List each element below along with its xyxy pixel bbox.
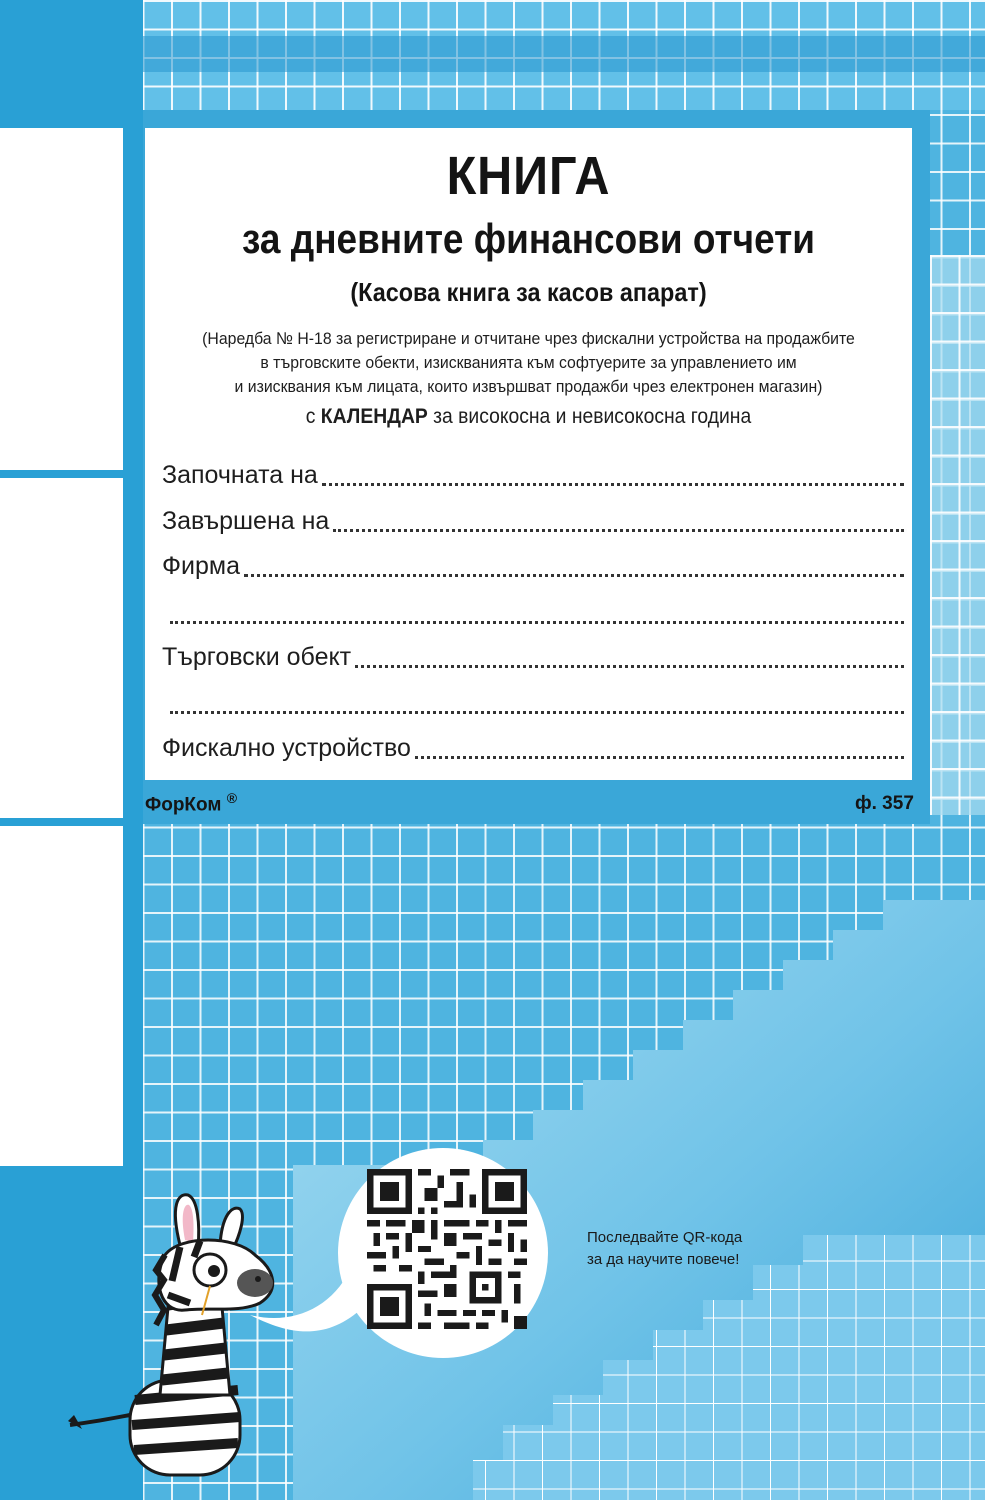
field-label: Фирма	[162, 552, 240, 580]
regulation-line: (Наредба № Н-18 за регистриране и отчитане чрез фискални устройства на продажбите	[202, 329, 855, 348]
field-company-continued	[162, 596, 904, 628]
dotted-line	[333, 507, 904, 532]
field-label: Започната на	[162, 461, 318, 489]
left-panel	[0, 128, 123, 470]
book-title: КНИГА	[446, 146, 611, 206]
qr-code-icon[interactable]	[367, 1168, 527, 1330]
field-fiscal-device	[162, 731, 904, 763]
field-label: Завършена на	[162, 507, 330, 535]
publisher-brand	[145, 790, 237, 816]
qr-caption	[587, 1227, 787, 1271]
brand-name: ФорКом	[145, 794, 222, 816]
book-subtitle: за дневните финансови отчети	[242, 215, 815, 262]
book-subtitle-secondary: (Касова книга за касов апарат)	[350, 277, 707, 307]
registered-mark: ®	[226, 790, 238, 806]
qr-caption-line: за да научите повече!	[587, 1251, 740, 1268]
zebra-mascot-icon	[60, 1185, 280, 1485]
dotted-line	[415, 734, 904, 759]
left-panel	[0, 826, 123, 1166]
dotted-line	[170, 599, 904, 624]
field-company	[162, 549, 904, 581]
dotted-line	[355, 643, 904, 668]
qr-caption-line: Последвайте QR-кода	[587, 1229, 743, 1246]
calendar-keyword: КАЛЕНДАР	[320, 405, 428, 428]
field-retail-outlet	[162, 640, 904, 672]
field-label: Търговски обект	[162, 643, 352, 671]
calendar-note	[176, 405, 882, 429]
dotted-line	[244, 552, 904, 577]
left-panel	[0, 478, 123, 818]
form-number: ф. 357	[855, 793, 914, 814]
regulation-line: и изисквания към лицата, които извършват продажби чрез електронен магазин)	[234, 377, 823, 396]
field-started-on	[162, 458, 904, 490]
field-finished-on	[162, 504, 904, 536]
regulation-line: в търговските обекти, изискванията към софтуерите за управлението им	[260, 353, 797, 372]
top-stripe	[0, 36, 985, 72]
regulation-note	[172, 327, 885, 399]
right-grid-strip	[930, 255, 985, 815]
field-retail-outlet-continued	[162, 686, 904, 718]
dotted-line	[170, 689, 904, 714]
field-label: Фискално устройство	[162, 734, 411, 762]
calendar-prefix: с	[305, 405, 316, 428]
dotted-line	[322, 461, 904, 486]
calendar-suffix: за високосна и невисокосна година	[433, 405, 752, 428]
